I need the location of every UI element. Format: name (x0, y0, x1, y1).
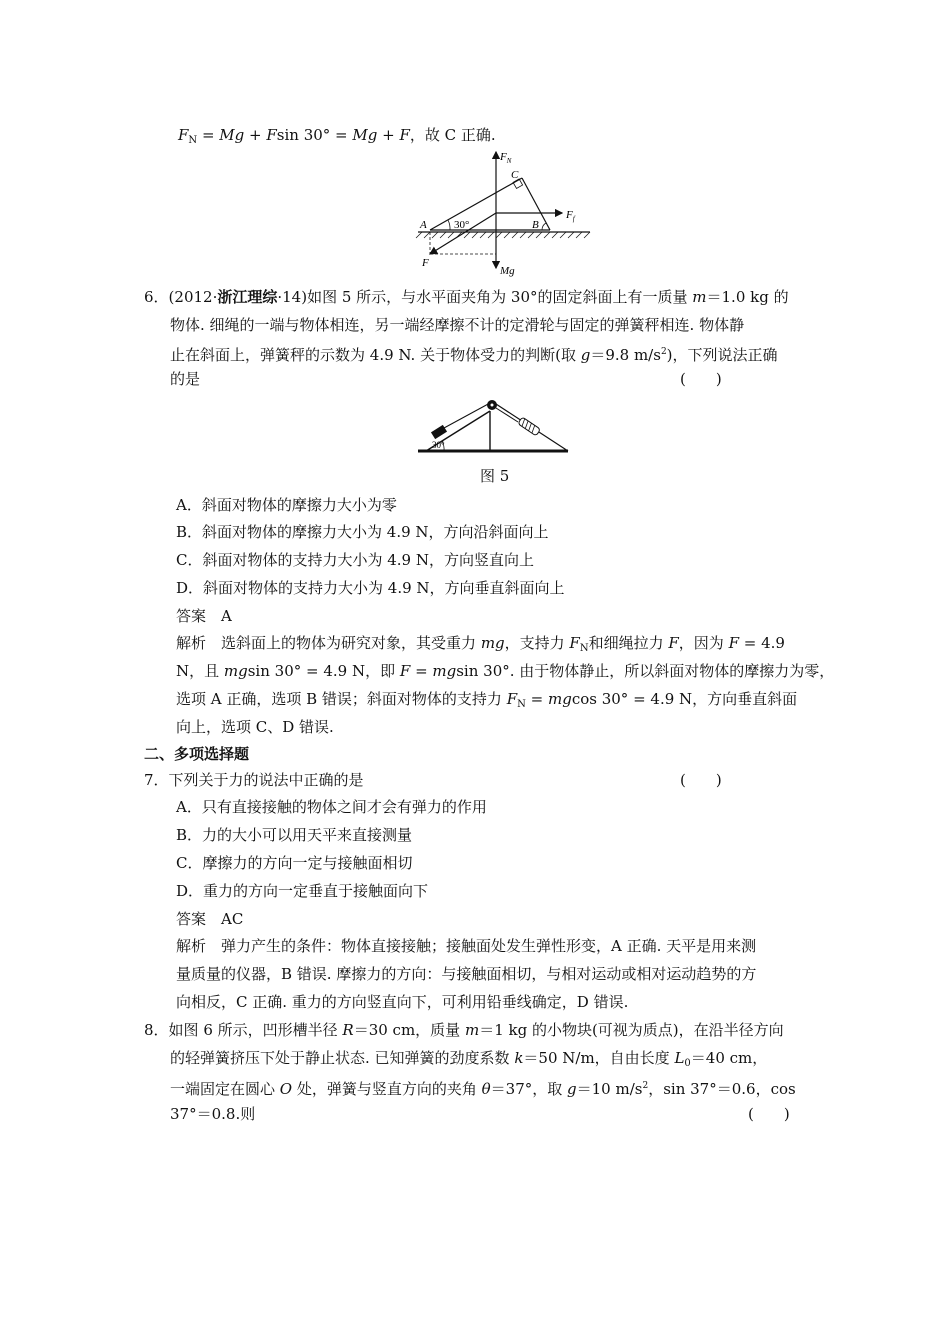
q7-analysis-1: 解析 弹力产生的条件：物体直接接触；接触面处发生弹性形变，A 正确. 天平是用来测 (176, 937, 757, 955)
q6-option-a: A．斜面对物体的摩擦力大小为零 (176, 496, 397, 514)
b-label: B (532, 219, 539, 231)
q6-analysis-2: N，且 mgsin 30° = 4.9 N，即 F = mgsin 30°. 由于物体静止，所以斜面对物体的摩擦力为零， (176, 662, 835, 680)
q6-line-3: 止在斜面上，弹簧秤的示数为 4.9 N. 关于物体受力的判断(取 g＝9.8 $m/s^2$)，下列说法正确 (170, 346, 778, 364)
incline-figure (418, 395, 572, 459)
q6-option-b: B．斜面对物体的摩擦力大小为 4.9 N，方向沿斜面向上 (176, 523, 549, 541)
q8-line-4: 37°＝0.8.则 (170, 1105, 256, 1123)
q7-option-c: C．摩擦力的方向一定与接触面相切 (176, 854, 413, 872)
q7-answer-paren: ( ) (680, 771, 722, 789)
q7-option-d: D．重力的方向一定垂直于接触面向下 (176, 882, 429, 900)
fig5-caption: 图 5 (480, 467, 510, 485)
q7-analysis-2: 量质量的仪器，B 错误. 摩擦力的方向：与接触面相切，与相对运动或相对运动趋势的方 (176, 965, 757, 983)
q6-line-2: 物体. 细绳的一端与物体相连，另一端经摩擦不计的定滑轮与固定的弹簧秤相连. 物体静 (170, 316, 745, 334)
q6-analysis-3: 选项 A 正确，选项 B 错误；斜面对物体的支持力 $F_N = mgcos$ 30° = 4.9 N，方向垂直斜面 (176, 690, 798, 710)
q8-line-1: 8．如图 6 所示，凹形槽半径 R＝30 cm，质量 m＝1 kg 的小物块(可视为质点)，在沿半径方向 (144, 1021, 784, 1039)
q7-stem: 7．下列关于力的说法中正确的是 (144, 771, 364, 789)
q6-analysis-1: 解析 选斜面上的物体为研究对象，其受重力 mg，支持力 $F_N$和细绳拉力 F，因为 F = 4.9 (176, 634, 785, 654)
q8-line-3: 一端固定在圆心 O 处，弹簧与竖直方向的夹角 θ＝37°，取 g＝10 $m/s^2$，sin 37°＝0.6，cos (170, 1080, 796, 1098)
q6-analysis-4: 向上，选项 C、D 错误. (176, 718, 334, 736)
top-equation: $F_N = Mg + Fsin$ 30° = Mg + F，故 C 正确. (178, 126, 496, 146)
q8-answer-paren: ( ) (748, 1105, 790, 1123)
q7-analysis-3: 向相反，C 正确. 重力的方向竖直向下，可利用铅垂线确定，D 错误. (176, 993, 629, 1011)
q6-option-d: D．斜面对物体的支持力大小为 4.9 N，方向垂直斜面向上 (176, 579, 565, 597)
mg-label: Mg (500, 265, 515, 277)
q6-answer-paren: ( ) (680, 370, 722, 388)
fn-label: $F_N$ (500, 151, 512, 165)
fn-subscript: N (188, 135, 198, 146)
section-heading: 二、多项选择题 (144, 745, 250, 763)
q8-line-2: 的轻弹簧挤压下处于静止状态. 已知弹簧的劲度系数 k＝50 N/m，自由长度 $L_0=40$ cm， (170, 1049, 768, 1069)
c-label: C (511, 169, 519, 181)
q6-line-4: 的是 (170, 370, 201, 388)
q7-answer: 答案 AC (176, 910, 244, 928)
q7-option-a: A．只有直接接触的物体之间才会有弹力的作用 (176, 798, 487, 816)
q7-option-b: B．力的大小可以用天平来直接测量 (176, 826, 413, 844)
f-label: F (422, 257, 429, 269)
fig5-angle: 30° (432, 440, 445, 450)
angle-label: 30° (454, 219, 470, 231)
a-label: A (420, 219, 427, 231)
force-diagram (410, 148, 600, 278)
fn-symbol: F (178, 126, 189, 144)
q6-answer: 答案 A (176, 607, 232, 625)
ff-label: $F_f$ (566, 209, 575, 223)
q6-option-c: C．斜面对物体的支持力大小为 4.9 N，方向竖直向上 (176, 551, 534, 569)
q6-line-1: 6．(2012·浙江理综·14)如图 5 所示，与水平面夹角为 30°的固定斜面上有一质量 m＝1.0 kg 的 (144, 288, 789, 306)
